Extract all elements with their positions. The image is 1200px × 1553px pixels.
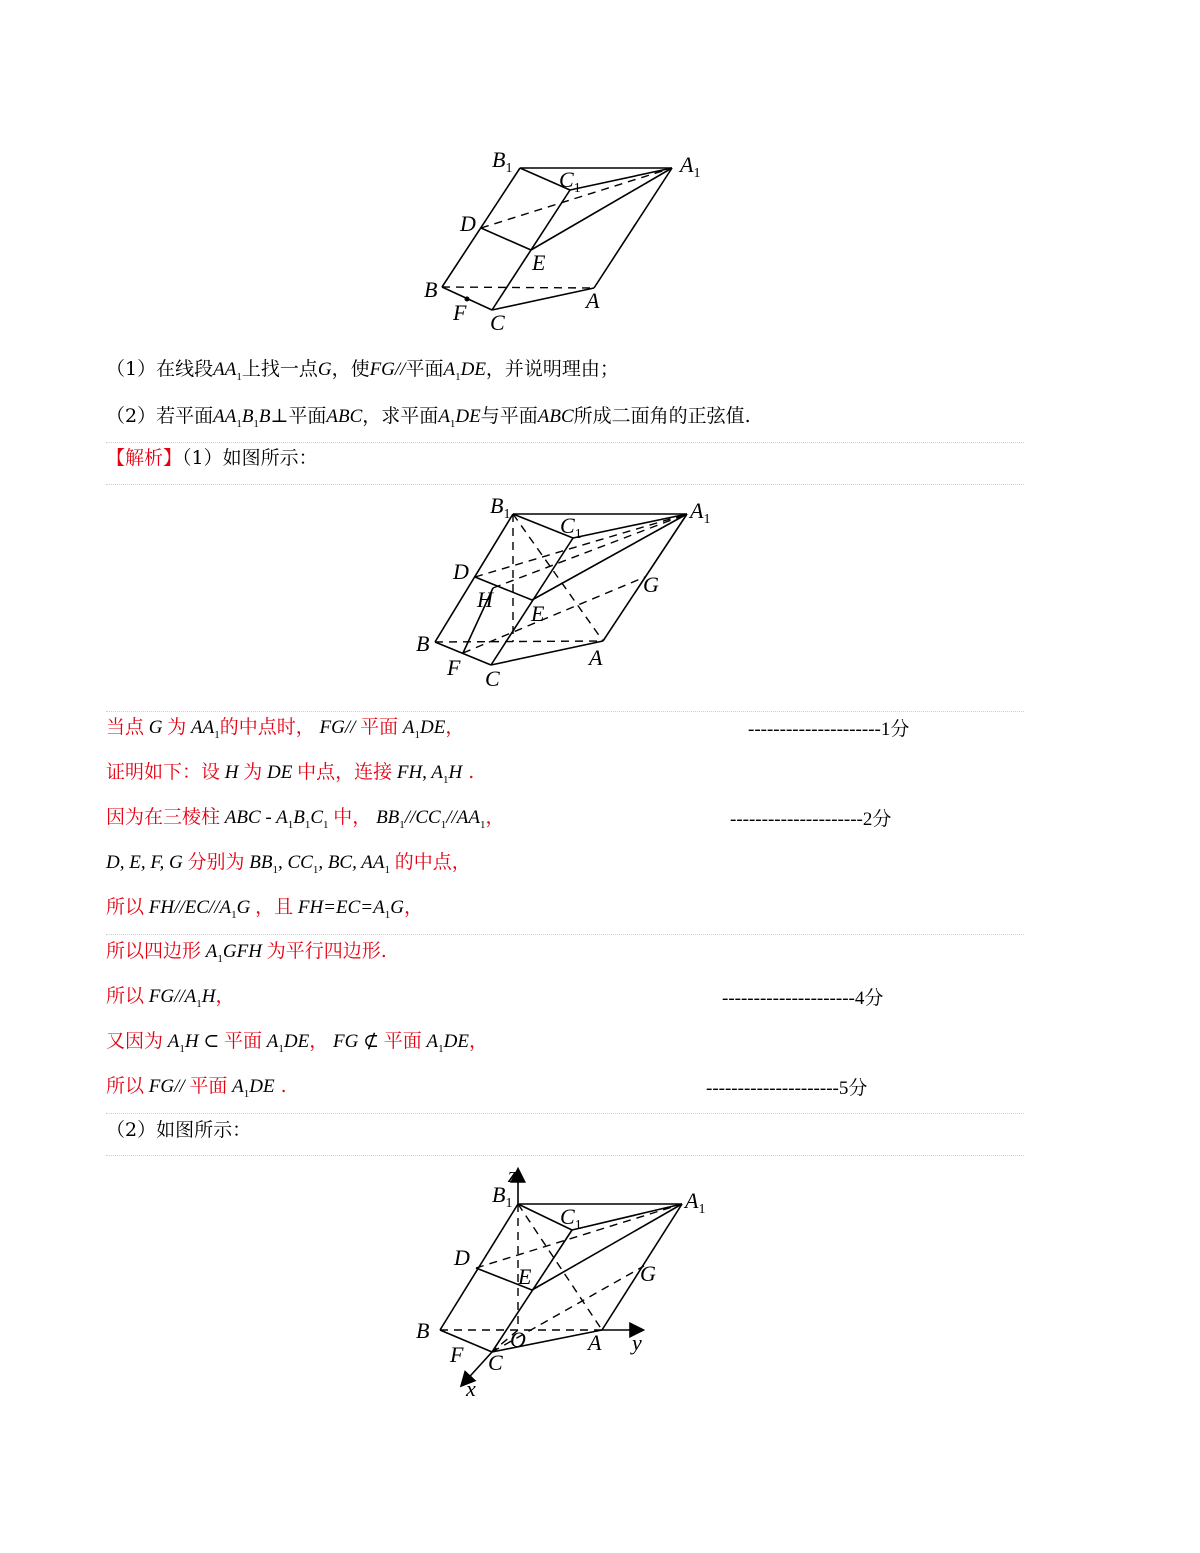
label-d: D <box>460 211 476 236</box>
label-a1: $A_1$ <box>690 498 711 527</box>
label-h: H <box>477 587 493 612</box>
figure-prism-2 <box>415 488 725 698</box>
label-b1: $B_1$ <box>492 1182 513 1211</box>
label-c: C <box>490 310 505 335</box>
solution-line-3: 因为在三棱柱 ABC - $A_1B_1C_1$ 中， $BB_1//CC_1//AA_1$， <box>106 806 505 831</box>
question-2: （2）若平面$AA_1B_1B\perp$平面ABC，求平面$A_1DE$与平面ABC所成二面角的正弦值. <box>106 405 751 430</box>
solution-line-9: 所以 FG// 平面 $A_1DE$ . <box>106 1075 287 1100</box>
label-o: O <box>510 1327 526 1352</box>
solution-line-6: 所以四边形 $A_1GFH$ 为平行四边形. <box>106 940 387 965</box>
label-c1: $C_1$ <box>559 167 581 196</box>
part-2-title: （2）如图所示： <box>106 1119 252 1141</box>
label-g: G <box>643 572 659 597</box>
solution-line-8: 又因为 $A_1H$ ⊂ 平面 $A_1DE$， FG ⊄ 平面 $A_1DE$， <box>106 1030 488 1055</box>
solution-line-5: 所以 $FH//EC//A_1G$ ，且 $FH=EC=A_1G$， <box>106 896 423 921</box>
label-b: B <box>416 1318 430 1343</box>
label-a: A <box>586 288 600 313</box>
solution-line-4: D, E, F, G 分别为 $BB_1$, $CC_1$, BC, $AA_1$ 的中点， <box>106 851 471 876</box>
score-1: ---------------------1分 <box>748 719 910 740</box>
label-e: E <box>531 601 545 626</box>
label-a: A <box>588 1330 602 1355</box>
label-b: B <box>424 277 438 302</box>
label-c: C <box>485 666 500 691</box>
label-z: z <box>508 1162 517 1187</box>
label-a1: $A_1$ <box>685 1188 706 1217</box>
label-d: D <box>454 1245 470 1270</box>
figure-prism-3 <box>412 1160 732 1405</box>
solution-header: 【解析】（1）如图所示： <box>106 447 318 469</box>
score-5: ---------------------5分 <box>706 1078 868 1099</box>
label-d: D <box>453 559 469 584</box>
label-c1: $C_1$ <box>560 513 582 542</box>
label-a: A <box>589 645 603 670</box>
label-x: x <box>466 1376 476 1401</box>
score-4: ---------------------4分 <box>722 988 884 1009</box>
label-g: G <box>640 1261 656 1286</box>
label-b1: $B_1$ <box>490 493 511 522</box>
question-1: （1）在线段$AA_1$上找一点G，使FG//平面$A_1DE$，并说明理由； <box>106 358 619 383</box>
label-e: E <box>532 250 546 275</box>
label-b: B <box>416 631 430 656</box>
figure-prism-1 <box>420 140 720 340</box>
solution-line-1: 当点 G 为 $AA_1$的中点时， FG// 平面 $A_1DE$， <box>106 716 465 741</box>
score-2: ---------------------2分 <box>730 809 892 830</box>
label-e: E <box>518 1264 532 1289</box>
label-f: F <box>453 300 467 325</box>
label-f: F <box>447 655 461 680</box>
label-y: y <box>632 1330 642 1355</box>
label-a1: $A_1$ <box>680 152 701 181</box>
label-c1: $C_1$ <box>560 1204 582 1233</box>
solution-line-7: 所以 $FG//A_1H$， <box>106 985 235 1010</box>
label-c: C <box>488 1350 503 1375</box>
solution-line-2: 证明如下：设 H 为 DE 中点，连接 FH, $A_1H$ . <box>106 761 475 786</box>
label-b1: $B_1$ <box>492 147 513 176</box>
label-f: F <box>450 1342 464 1367</box>
